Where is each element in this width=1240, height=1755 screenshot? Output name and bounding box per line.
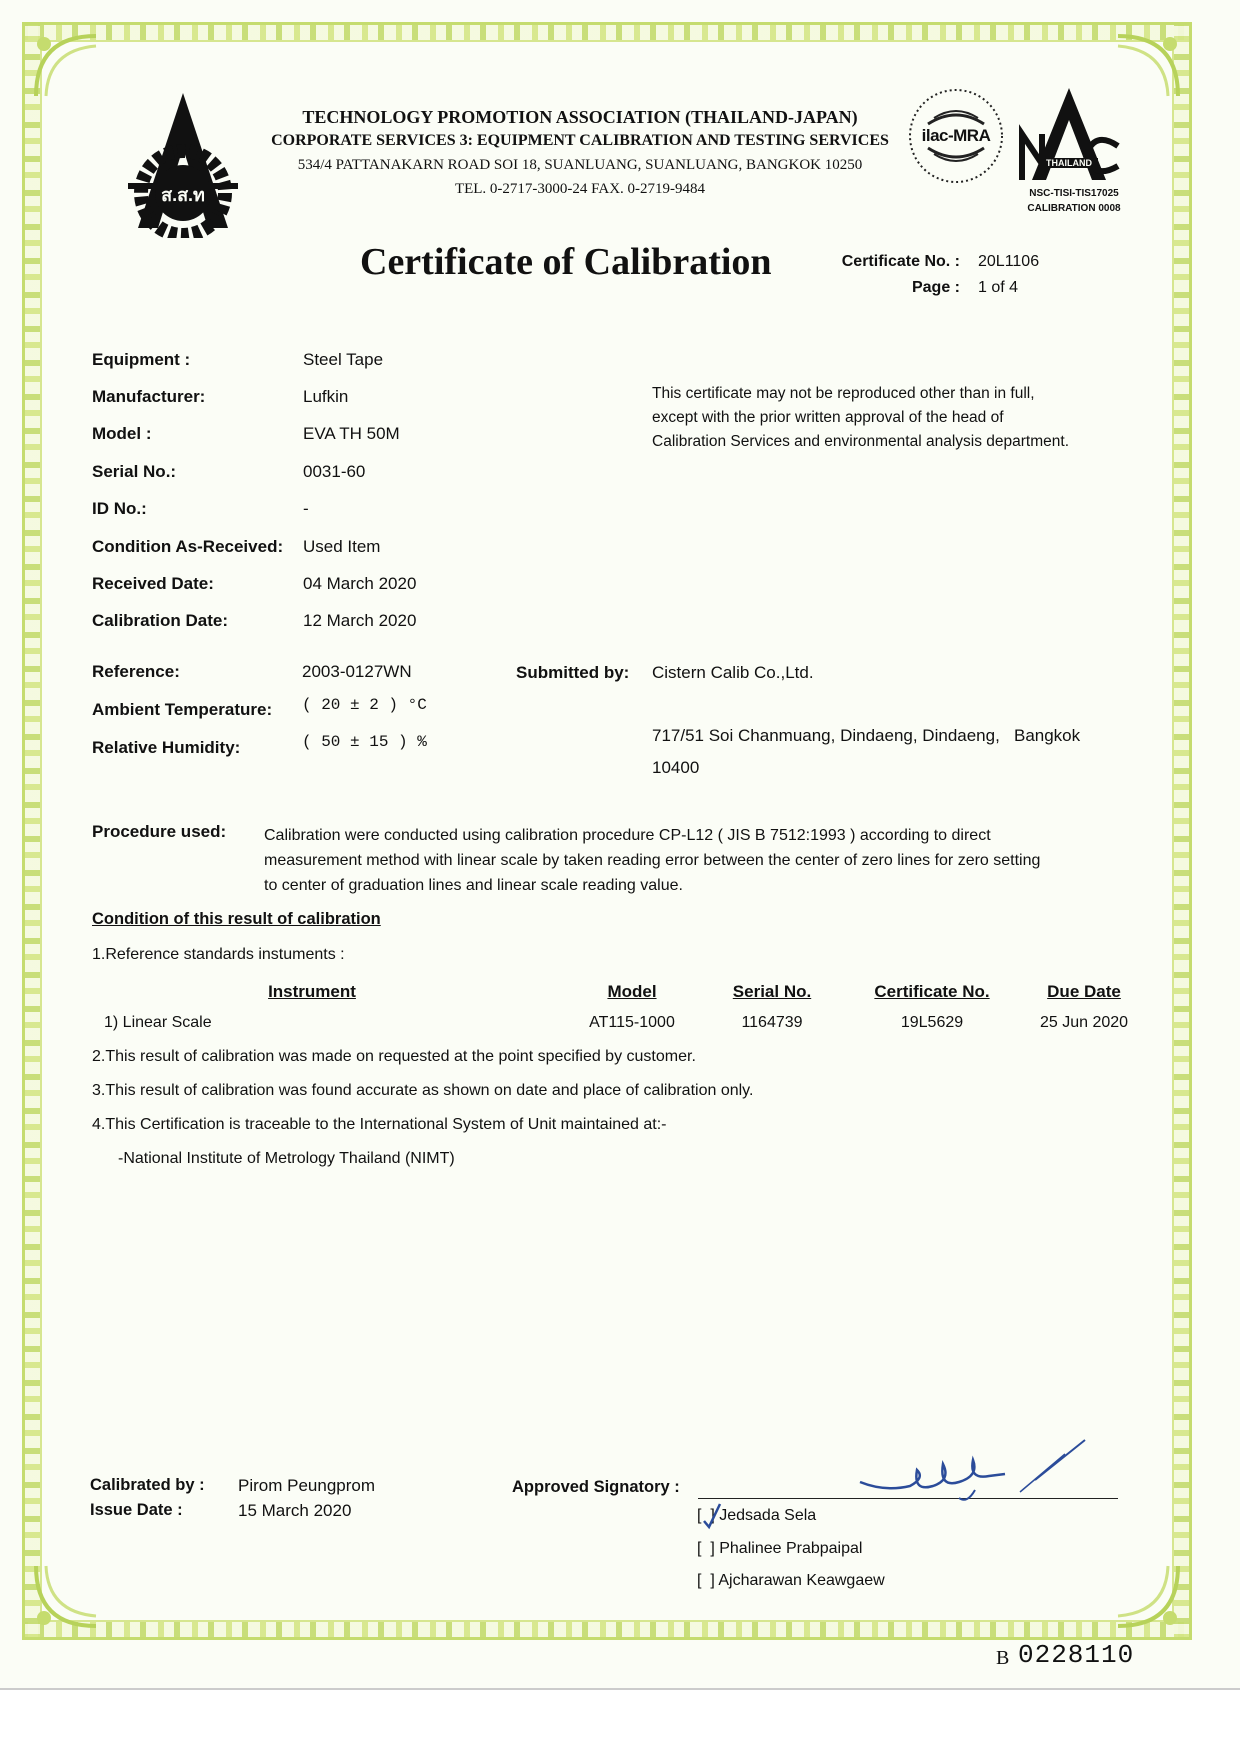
table-header-serial-no: Serial No. xyxy=(732,982,812,1001)
table-header-due-date: Due Date xyxy=(1047,982,1121,1001)
issue-date-value: 15 March 2020 xyxy=(238,1501,352,1520)
calibrated-by-label: Calibrated by : xyxy=(90,1476,205,1494)
ambient-temperature-value: ( 20 ± 2 ) °C xyxy=(302,696,427,714)
signatory-checkbox: [ ] xyxy=(697,1540,715,1557)
field-label-condition: Condition As-Received: xyxy=(92,537,284,556)
condition-item-2: 2.This result of calibration was made on requested at the point specified by customer. xyxy=(92,1048,696,1065)
condition-sub-item: -National Institute of Metrology Thailand (NIMT) xyxy=(118,1150,455,1167)
checkmark-icon xyxy=(701,1501,723,1531)
field-value-model: EVA TH 50M xyxy=(303,424,400,443)
table-cell-instrument: 1) Linear Scale xyxy=(104,1014,212,1031)
signatory-row xyxy=(697,1572,957,1596)
table-cell-model: AT115-1000 xyxy=(589,1014,675,1031)
submitted-by-company: Cistern Calib Co.,Ltd. xyxy=(652,663,814,682)
scan-edge xyxy=(0,1688,1240,1690)
signatory-name: Phalinee Prabpaipal xyxy=(719,1540,863,1557)
condition-item-3: 3.This result of calibration was found accurate as shown on date and place of calibration only. xyxy=(92,1082,754,1099)
corner-ornament-bottom-left xyxy=(26,1556,106,1636)
field-value-condition: Used Item xyxy=(303,537,381,556)
signatory-name: Ajcharawan Keawgaew xyxy=(718,1572,885,1589)
nac-caption-2: CALIBRATION 0008 xyxy=(1027,203,1121,214)
ambient-temperature-label: Ambient Temperature: xyxy=(92,700,273,719)
signatory-checkbox: [ ] xyxy=(697,1507,715,1524)
signatory-name: Jedsada Sela xyxy=(719,1507,817,1524)
notice-line: except with the prior written approval of the head of xyxy=(652,409,1004,426)
procedure-line: Calibration were conducted using calibration procedure CP-L12 ( JIS B 7512:1993 ) according to direct xyxy=(264,827,991,844)
submitted-by-label: Submitted by: xyxy=(516,663,630,682)
nac-logo-graphic xyxy=(1014,84,1124,184)
page-title: Certificate of Calibration xyxy=(360,241,772,283)
reference-standards-table xyxy=(92,982,1152,1042)
table-cell-certificate-no: 19L5629 xyxy=(900,1014,964,1031)
org-contact: TEL. 0-2717-3000-24 FAX. 0-2719-9484 xyxy=(454,181,706,197)
field-label-id-no: ID No.: xyxy=(92,499,147,518)
issue-date-label: Issue Date : xyxy=(90,1501,183,1519)
tpa-logo xyxy=(118,88,248,238)
notice-line: Calibration Services and environmental analysis department. xyxy=(652,433,1069,450)
tpa-logo-graphic xyxy=(118,88,248,238)
reference-standards-title: 1.Reference standards instuments : xyxy=(92,946,345,963)
table-row xyxy=(92,1014,1152,1038)
table-header-model: Model xyxy=(607,982,657,1001)
field-value-manufacturer: Lufkin xyxy=(303,387,349,406)
corner-ornament-bottom-right xyxy=(1108,1556,1188,1636)
ilac-mra-text: ilac-MRA xyxy=(921,126,991,145)
signatory-row xyxy=(697,1507,957,1531)
submitted-by-address-2: 10400 xyxy=(652,758,700,777)
field-value-equipment: Steel Tape xyxy=(303,350,384,369)
org-name: TECHNOLOGY PROMOTION ASSOCIATION (THAILAND-JAPAN) xyxy=(302,107,858,127)
nac-logo xyxy=(1014,84,1124,224)
table-header-instrument: Instrument xyxy=(268,982,356,1001)
signatory-row xyxy=(697,1540,957,1564)
field-value-calibration-date: 12 March 2020 xyxy=(303,611,417,630)
relative-humidity-value: ( 50 ± 15 ) % xyxy=(302,733,427,751)
field-label-model: Model : xyxy=(92,424,152,443)
procedure-text xyxy=(264,823,1154,898)
field-value-serial-no: 0031-60 xyxy=(303,462,366,481)
procedure-line: measurement method with linear scale by taken reading error between the center of zero lines for zero setting xyxy=(264,852,1041,869)
nac-badge: THAILAND xyxy=(1040,158,1098,168)
conditions-heading: Condition of this result of calibration xyxy=(92,910,381,928)
reproduction-notice xyxy=(652,382,1122,454)
field-label-received-date: Received Date: xyxy=(92,574,214,593)
table-header-certificate-no: Certificate No. xyxy=(874,982,990,1001)
field-value-id-no: - xyxy=(303,499,309,518)
page-value: 1 of 4 xyxy=(978,279,1019,296)
reference-label: Reference: xyxy=(92,662,180,681)
procedure-line: to center of graduation lines and linear scale reading value. xyxy=(264,877,683,894)
notice-line: This certificate may not be reproduced other than in full, xyxy=(652,385,1035,402)
submitted-by-address-1: 717/51 Soi Chanmuang, Dindaeng, Dindaeng, Bangkok xyxy=(652,726,1081,745)
field-label-manufacturer: Manufacturer: xyxy=(92,387,206,406)
condition-item-4: 4.This Certification is traceable to the International System of Unit maintained at:- xyxy=(92,1116,667,1133)
reference-value: 2003-0127WN xyxy=(302,662,412,681)
approved-signatory-label: Approved Signatory : xyxy=(512,1478,680,1496)
field-label-equipment: Equipment : xyxy=(92,350,191,369)
procedure-label: Procedure used: xyxy=(92,822,227,841)
certificate-no-value: 20L1106 xyxy=(978,253,1040,270)
corner-ornament-top-left xyxy=(26,26,106,106)
table-cell-due-date: 25 Jun 2020 xyxy=(1039,1014,1129,1031)
org-division: CORPORATE SERVICES 3: EQUIPMENT CALIBRATION AND TESTING SERVICES xyxy=(271,132,889,149)
field-label-serial-no: Serial No.: xyxy=(92,462,177,481)
nac-caption-1: NSC-TISI-TIS17025 xyxy=(1029,188,1119,199)
serial-prefix: B xyxy=(996,1647,1010,1669)
certificate-no-label: Certificate No. : xyxy=(841,253,960,270)
signatory-checkbox: [ ] xyxy=(697,1572,715,1589)
relative-humidity-label: Relative Humidity: xyxy=(92,738,241,757)
field-value-received-date: 04 March 2020 xyxy=(303,574,417,593)
serial-number: 0228110 xyxy=(1018,1640,1135,1670)
calibrated-by-value: Pirom Peungprom xyxy=(238,1476,376,1495)
ilac-mra-seal xyxy=(906,86,1006,186)
page-label: Page : xyxy=(911,279,960,296)
tpa-logo-text: ส.ส.ท xyxy=(161,185,205,205)
org-address: 534/4 PATTANAKARN ROAD SOI 18, SUANLUANG, SUANLUANG, BANGKOK 10250 xyxy=(297,157,863,173)
table-cell-serial-no: 1164739 xyxy=(741,1014,803,1031)
equipment-details xyxy=(92,350,652,640)
field-label-calibration-date: Calibration Date: xyxy=(92,611,229,630)
